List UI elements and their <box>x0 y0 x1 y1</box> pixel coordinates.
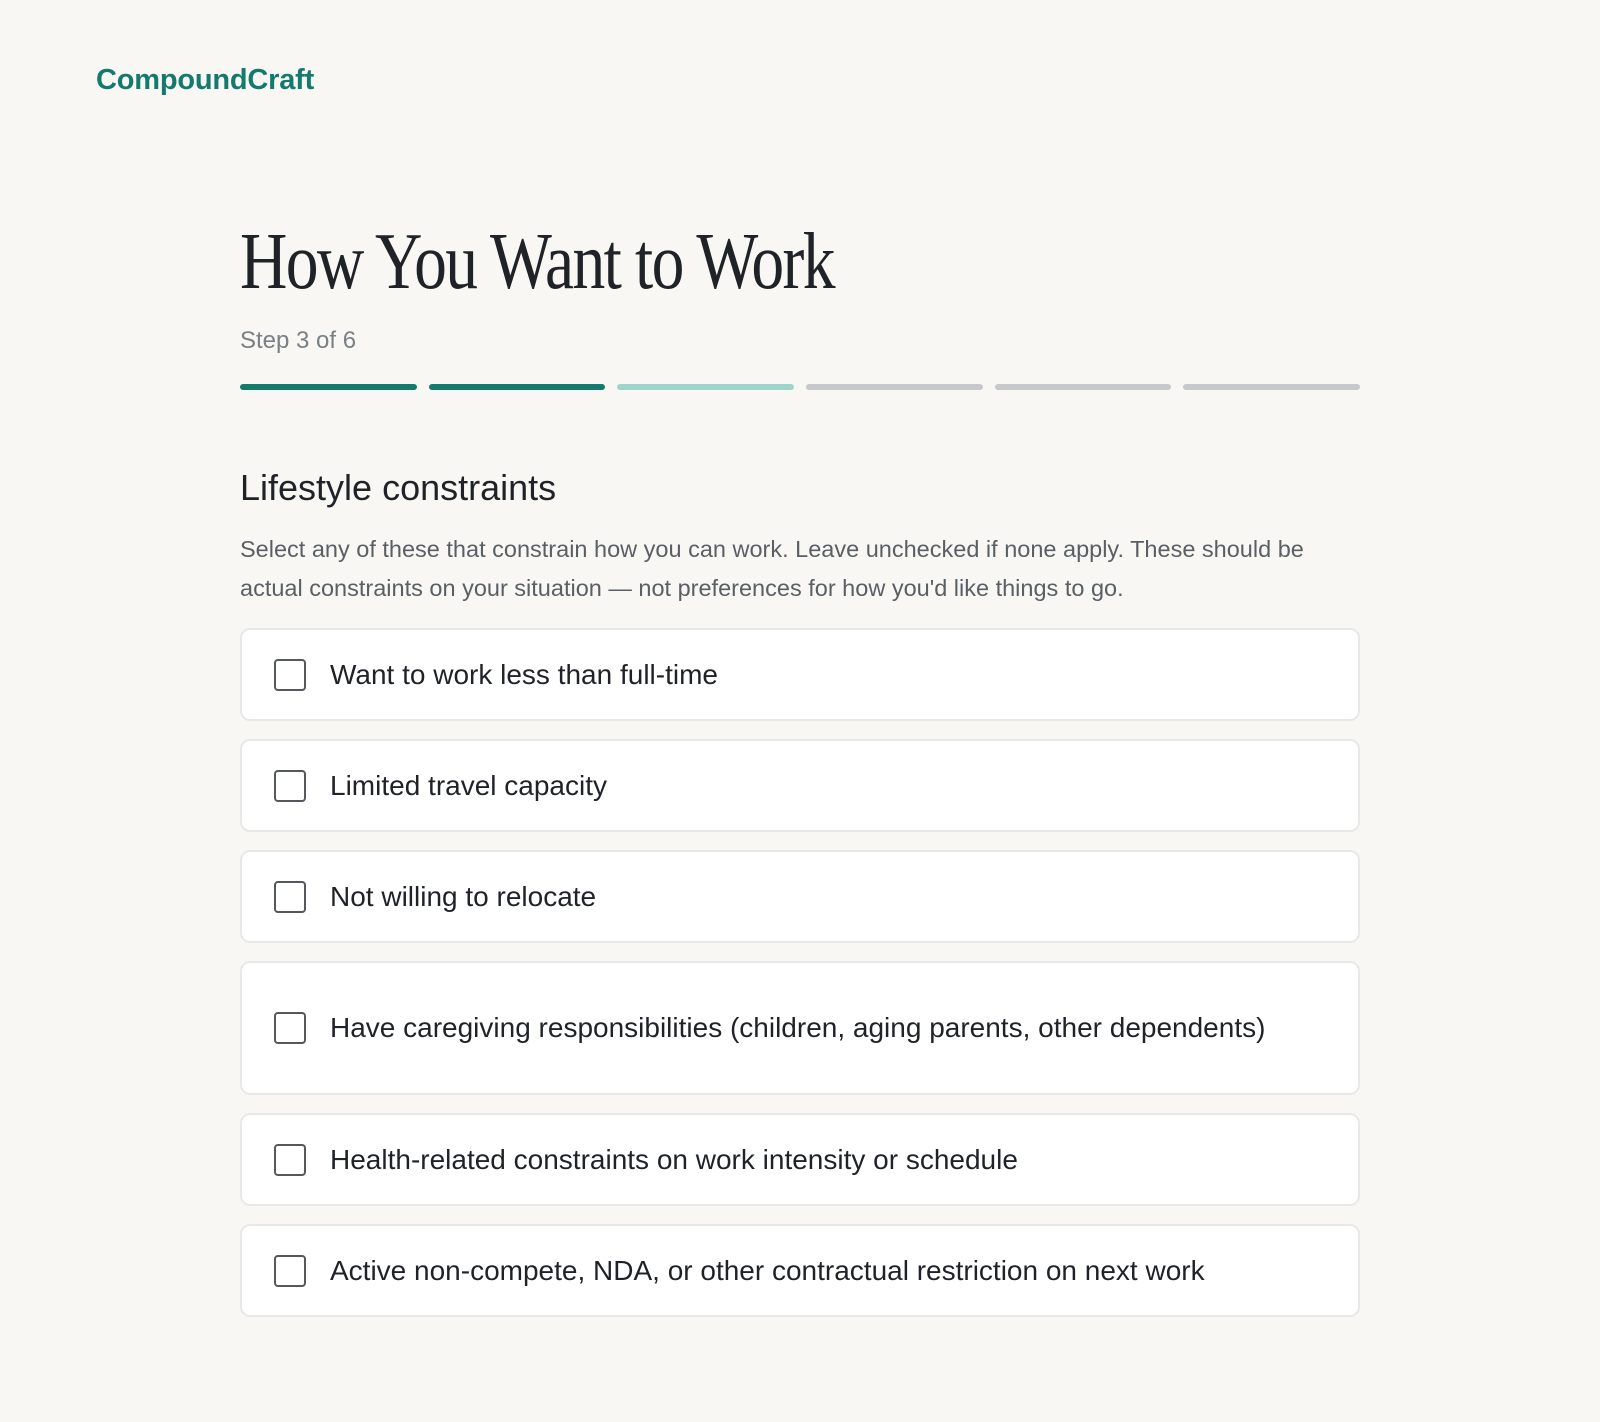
progress-segment-4 <box>806 384 983 390</box>
option-no-relocate[interactable] <box>240 850 1360 943</box>
option-health[interactable] <box>240 1113 1360 1206</box>
option-label: Limited travel capacity <box>330 769 608 801</box>
option-label: Active non-compete, NDA, or other contractual restriction on next work <box>330 1254 1205 1286</box>
section-description: Select any of these that constrain how you can work. Leave unchecked if none apply. These should be actual constraints on your situation — not preferences for how you'd like things to go. <box>240 536 1304 601</box>
option-label: Not willing to relocate <box>330 880 597 912</box>
progress-segment-6 <box>1183 384 1360 390</box>
section-title: Lifestyle constraints <box>240 467 557 508</box>
brand-logo[interactable]: CompoundCraft <box>96 64 315 96</box>
option-part-time[interactable] <box>240 628 1360 721</box>
checkbox-caregiving[interactable] <box>274 1012 306 1044</box>
option-contractual[interactable] <box>240 1224 1360 1317</box>
progress-segment-5 <box>995 384 1172 390</box>
checkbox-contractual[interactable] <box>274 1255 306 1287</box>
checkbox-limited-travel[interactable] <box>274 770 306 802</box>
checkbox-health[interactable] <box>274 1144 306 1176</box>
progress-segment-1 <box>240 384 417 390</box>
progress-segment-2 <box>429 384 606 390</box>
checkbox-part-time[interactable] <box>274 659 306 691</box>
option-limited-travel[interactable] <box>240 739 1360 832</box>
progress-segment-3 <box>617 384 794 390</box>
progress-bar <box>240 384 1360 390</box>
option-label: Have caregiving responsibilities (children, aging parents, other dependents) <box>330 1012 1266 1043</box>
option-caregiving[interactable] <box>240 961 1360 1095</box>
checkbox-no-relocate[interactable] <box>274 881 306 913</box>
option-label: Health-related constraints on work intensity or schedule <box>330 1143 1018 1175</box>
main-content <box>240 218 1360 1317</box>
option-label: Want to work less than full-time <box>330 658 718 690</box>
step-indicator: Step 3 of 6 <box>240 327 357 354</box>
page-title: How You Want to Work <box>240 218 834 306</box>
constraint-options <box>240 628 1360 1317</box>
